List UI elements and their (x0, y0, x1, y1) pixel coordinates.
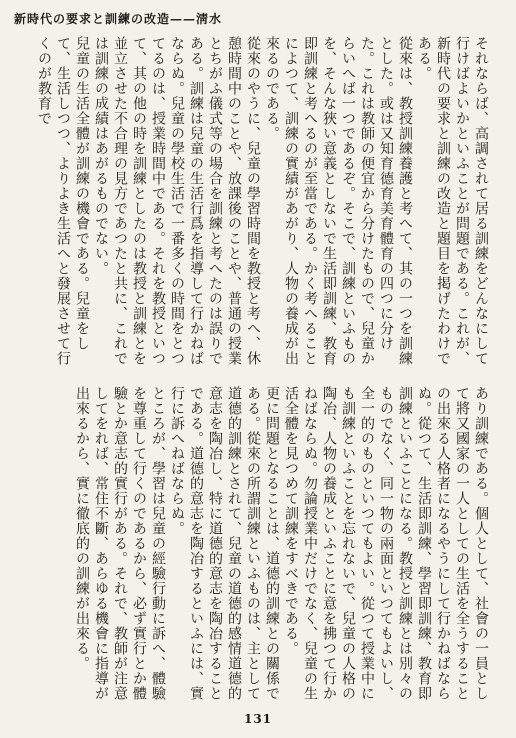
page-number: 131 (243, 712, 273, 726)
paragraph: 兒童の生活全體が訓練の機會である。兒童をして、生活しつつ、よりよき生活へと發展させて行くのが教育で (36, 36, 90, 366)
paragraph: 從來は、教授訓練養護と考へて、其の一つを訓練とした。或は又知育德育美育體育の四つに分けた。これは教師の便宜から分けたもので、兒童からいへば一つであるぞ。そこで、訓練といふものを、そんな狹い意義としないで生活即訓練、教育即訓練と考へるのが至當である。かく考へることによつて、訓練の實績があがり、人物の養成が出來るのである。 (264, 36, 413, 366)
paragraph: それならば、高調されて居る訓練をどんなにして行けばよいかといふことが問題である。これが、新時代の要求と訓練の改造と題目を掲げたわけである。 (416, 36, 489, 366)
paragraph: 更に問題となることは、道德的訓練との關係である。從來の所謂訓練といふものは、主として道德的訓練とされて、兒童の道德的感情道德的意志を陶冶し、特に道德的意志を陶冶することである。道德的意志を陶冶するといふには、實行に訴へねばならぬ。 (169, 386, 280, 701)
paragraph: 從來のやうに、兒童の學習時間を教授と考へ、休憩時間中のことや、放課後のことや、普通の授業とちがふ儀式等の場合を訓練と考へたのは誤りである。訓練は兒童の生活行爲を指導して行かねばならぬ。兒童の學校生活で一番多くの時間をとつてるのは、授業時間中である。それを教授といつて、其の他の時を訓練としたのは教授と訓練とを並立させた不合理の見方であつたと共に、これでは訓練の成績はあがるものでない。 (93, 36, 261, 366)
upper-text-block (16, 36, 490, 376)
lower-text-block (16, 386, 490, 706)
paragraph: ところが、學習は兒童の經驗行動に訴へ、體驗を尊重して行くのであるから、必ず實行とか體驗とか意志的實行がある。それで、教師が注意してをれば、常住不斷、あらゆる機會に指導が出來るから、實に徹底的の訓練が出來る。 (74, 386, 166, 701)
paragraph: あり訓練である。個人として、社會の一員として將又國家の一人としての生活を全うすることの出來る人格者になるやうにして行かねばならぬ。從つて、生活即訓練、學習即訓練、教育即訓練といふことになる。教授と訓練とは別々のものでなく、同一物の兩面といつてもよいし、全一的のものといつてもよい。從つて授業中にも訓練といふことを忘れないで、兒童の人格の陶冶、人物の養成といふことに意を拂つて行かねばならぬ。勿論授業中だけでなく、兒童の生活全體を見つめて訓練をすべきである。 (283, 386, 489, 701)
running-header: 新時代の要求と訓練の改造——淸水 (14, 12, 223, 26)
